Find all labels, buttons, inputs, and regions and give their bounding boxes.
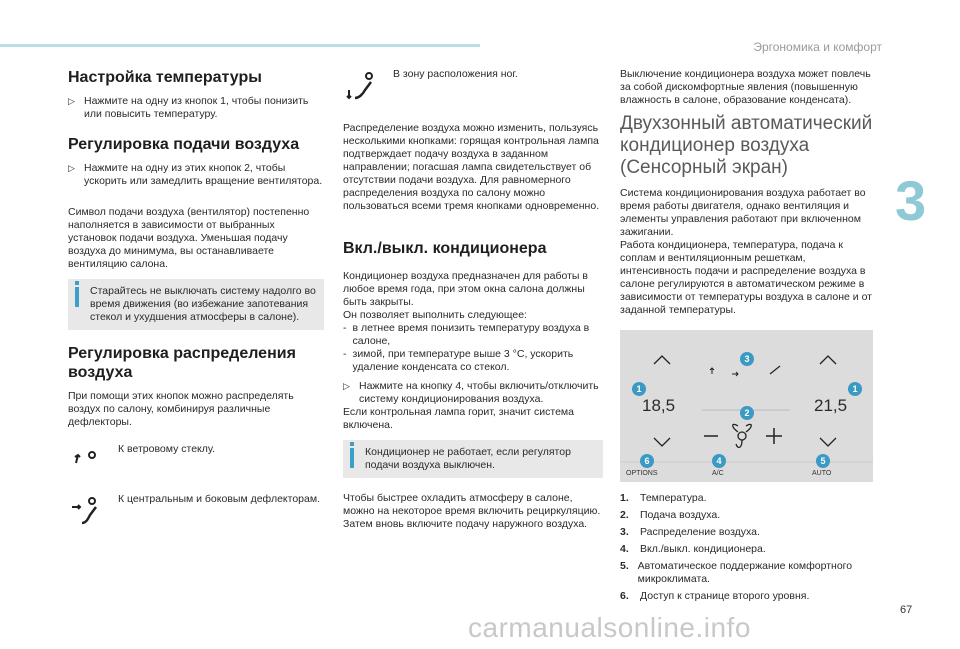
distribution-paragraph: При помощи этих кнопок можно распределять воздух по салону, комбинируя различные дефлекторы.: [68, 390, 294, 428]
legend-number: 3.: [620, 526, 629, 538]
callout-badge-4: 4: [712, 454, 726, 468]
heading-fan: Регулировка подачи воздуха: [68, 136, 300, 153]
windscreen-label: К ветровому стеклу.: [118, 443, 216, 455]
callout-badge-1-left: 1: [632, 382, 646, 396]
legend-item: [620, 509, 878, 522]
info-icon: [75, 287, 79, 307]
legend-text: Подача воздуха.: [640, 509, 721, 521]
bullet-fan: [68, 162, 324, 188]
fan-paragraph: Символ подачи воздуха (вентилятор) постепенно наполняется в зависимости от выбранных установок подачи воздуха. Уменьшая подачу воздуха до минимума, вы останавливаете вентиляцию салона.: [68, 206, 310, 270]
legend-number: 5.: [620, 560, 629, 572]
section-title: Эргономика и комфорт: [753, 40, 882, 54]
right-temperature: 21,5: [814, 396, 848, 415]
ac-paragraph-1: Кондиционер воздуха предназначен для работы в любое время года, при этом окна салона должны быть закрыты.: [343, 270, 588, 308]
options-button[interactable]: OPTIONS: [626, 470, 658, 477]
callout-badge-3: 3: [740, 352, 754, 366]
info-icon: [350, 448, 354, 468]
auto-button[interactable]: AUTO: [812, 470, 832, 477]
distribution-paragraph-2: Распределение воздуха можно изменить, пользуясь несколькими кнопками: горящая контрольная лампа подтверждает подачу воздуха в заданном направлении; погасшая лампа свидетельствует об отсутствии подачи воздуха. Для равномерного распределения воздуха по салону можно пользоваться всеми тремя кнопками одновременно.: [343, 122, 600, 212]
legend-text: Температура.: [640, 492, 707, 504]
center-vents-label: К центральным и боковым дефлекторам.: [118, 493, 320, 505]
column-3: [620, 68, 878, 323]
legend-text: Распределение воздуха.: [640, 526, 760, 538]
dual-paragraph-2: Работа кондиционера, температура, подача к соплам и вентиляционным решеткам, интенсивность подачи и распределение воздуха в салоне регулируются в автоматическом режиме в зависимости от температуры воздуха в салоне и от заданной температуры.: [620, 239, 872, 316]
windscreen-airflow-icon: [68, 443, 104, 479]
dual-paragraph-1: Система кондиционирования воздуха работает во время работы двигателя, однако вентиляция и элементы управления работают при включенном зажигании.: [620, 187, 866, 238]
info-text: Старайтесь не выключать систему надолго во время движения (во избежание запотевания стекол и ухудшения атмосферы в салоне).: [90, 285, 316, 323]
footwell-row: [343, 68, 603, 104]
center-vents-airflow-icon: [68, 493, 104, 529]
header-rule: [0, 44, 480, 47]
page-number: 67: [900, 604, 913, 616]
bullet-text: Нажмите на одну из кнопок 1, чтобы понизить или повысить температуру.: [84, 95, 309, 120]
callout-badge-1-right: 1: [848, 382, 862, 396]
callout-badge-6: 6: [640, 454, 654, 468]
heading-ac: Вкл./выкл. кондиционера: [343, 240, 547, 257]
column-2: [343, 68, 603, 537]
legend-text: Автоматическое поддержание комфортного микроклимата.: [637, 560, 853, 585]
dash-text: зимой, при температуре выше 3 °C, ускорить удаление конденсата со стекол.: [352, 348, 574, 373]
callout-badge-2: 2: [740, 406, 754, 420]
legend-list: [620, 492, 878, 607]
arrow-bullet-icon: ▷: [68, 163, 75, 173]
heading-temperature: Настройка температуры: [68, 69, 262, 86]
legend-number: 1.: [620, 492, 629, 504]
bullet-temperature: [68, 95, 324, 121]
legend-text: Доступ к странице второго уровня.: [640, 590, 810, 602]
center-vents-row: [68, 493, 324, 529]
legend-number: 6.: [620, 590, 629, 602]
windscreen-row: [68, 443, 324, 479]
heading-dual-zone: Двухзонный автоматический кондиционер воздуха (Сенсорный экран): [620, 113, 873, 178]
bullet-text: Нажмите на одну из этих кнопок 2, чтобы ускорить или замедлить вращение вентилятора.: [84, 162, 323, 187]
ac-paragraph-2: Он позволяет выполнить следующее:: [343, 309, 527, 321]
arrow-bullet-icon: ▷: [343, 381, 350, 391]
arrow-bullet-icon: ▷: [68, 96, 75, 106]
legend-text: Вкл./выкл. кондиционера.: [640, 543, 766, 555]
dash-text: в летнее время понизить температуру воздуха в салоне,: [352, 322, 590, 347]
ac-dash-2: - зимой, при температуре выше 3 °C, ускорить удаление конденсата со стекол.: [343, 348, 603, 374]
touchscreen-panel-illustration: [620, 330, 873, 482]
ac-paragraph-4: Чтобы быстрее охладить атмосферу в салоне, можно на некоторое время включить рециркуляцию. Затем вновь включите подачу наружного воздуха.: [343, 492, 601, 530]
legend-item: [620, 492, 878, 505]
ac-dash-1: - в летнее время понизить температуру воздуха в салоне,: [343, 322, 603, 348]
callout-badge-5: 5: [816, 454, 830, 468]
legend-item: [620, 526, 878, 539]
ac-button[interactable]: A/C: [712, 470, 724, 477]
legend-number: 2.: [620, 509, 629, 521]
info-text: Кондиционер не работает, если регулятор подачи воздуха выключен.: [365, 446, 571, 471]
legend-item: [620, 560, 878, 586]
legend-item: [620, 543, 878, 556]
left-temperature: 18,5: [642, 396, 676, 415]
info-box: [68, 279, 324, 330]
watermark: carmanualsonline.info: [468, 612, 751, 643]
chapter-number: 3: [895, 169, 927, 232]
legend-item: [620, 590, 878, 603]
info-box-2: [343, 440, 603, 478]
heading-distribution: Регулировка распределения воздуха: [68, 345, 296, 381]
top-paragraph: Выключение кондиционера воздуха может повлечь за собой дискомфортные явления (повышенную влажность в салоне, образование конденсата).: [620, 68, 871, 106]
bullet-text: Нажмите на кнопку 4, чтобы включить/отключить систему кондиционирования воздуха.: [359, 380, 599, 405]
legend-number: 4.: [620, 543, 629, 555]
footwell-airflow-icon: [343, 68, 379, 104]
column-1: [68, 68, 324, 539]
footwell-label: В зону расположения ног.: [393, 68, 518, 80]
bullet-ac: [343, 380, 603, 406]
ac-paragraph-3: Если контрольная лампа горит, значит система включена.: [343, 406, 574, 431]
